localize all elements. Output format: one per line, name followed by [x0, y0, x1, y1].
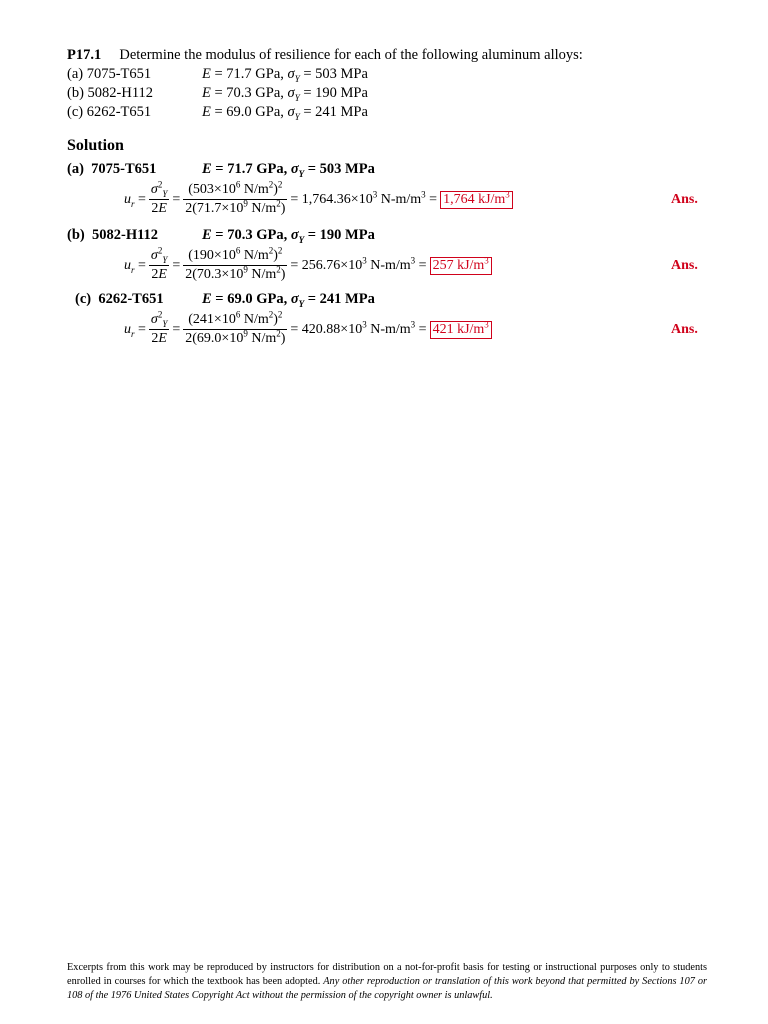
- case-name: 5082-H112: [91, 227, 159, 243]
- alloy-tag: (a): [67, 66, 84, 82]
- footer-plain-text: Excerpts from this work may be reproduced by instructors for distribution on a not-for-profit basis for testing or instructional purposes only to students enrolled in courses for which the textbook has been adopted.: [67, 962, 707, 987]
- result-value: 420.88: [301, 321, 341, 337]
- ans-label-b: Ans.: [671, 258, 698, 273]
- problem-statement-line: [67, 46, 583, 64]
- fraction-numeric: $\frac{(503\times 10^6 N/m^2)^2}{2(71.7\times 10^9 N/m^2)}$: [185, 179, 286, 216]
- case-name: 6262-T651: [98, 291, 164, 307]
- case-heading-c: [75, 291, 164, 308]
- alloy-modulus: 71.7 GPa: [226, 66, 281, 82]
- solution-heading: Solution: [67, 137, 124, 154]
- result-value: 256.76: [301, 257, 341, 273]
- case-heading-a: [67, 161, 156, 178]
- numerator-exponent: 6: [235, 245, 241, 256]
- case-yield: 190 MPa: [319, 227, 375, 243]
- alloy-line-b: [67, 84, 153, 102]
- equation-a: $u_r$ = $\frac{\sigma^2_Y}{2E}$ = $\frac{(503\times 10^6 N/m^2)^2}{2(71.7\times 10^9 N/m^2)}$ = $1,764.36\times 10^3$ $N-m/m^3$ = 1,764 $kJ/m^3$: [124, 182, 516, 217]
- alloy-name: 5082-H112: [87, 85, 154, 101]
- equation-b: $u_r$ = $\frac{\sigma^2_Y}{2E}$ = $\frac{(190\times 10^6 N/m^2)^2}{2(70.3\times 10^9 N/m^2)}$ = $256.76\times 10^3$ $N-m/m^3$ = 257 $kJ/m^3$: [124, 248, 495, 283]
- alloy-name: 7075-T651: [86, 66, 152, 82]
- denominator-value: 2(70.3: [185, 267, 222, 282]
- result-exponent: 3: [362, 254, 367, 265]
- case-modulus: 69.0 GPa: [227, 291, 284, 307]
- result-value: 1,764.36: [301, 191, 351, 207]
- alloy-props-c: E = 69.0 GPa, $\sigma_Y = 241$ MPa: [202, 104, 368, 122]
- case-yield: 241 MPa: [319, 291, 375, 307]
- alloy-props-b: E = 70.3 GPa, $\sigma_Y = 190$ MPa: [202, 85, 368, 103]
- fraction-sigma-over-2e: $\frac{\sigma^2_Y}{2E}$: [150, 245, 168, 282]
- alloy-line-a: [67, 65, 151, 83]
- denominator-exponent: 9: [243, 328, 248, 339]
- case-modulus: 70.3 GPa: [227, 227, 284, 243]
- answer-value: 421 kJ/m: [432, 321, 485, 337]
- case-props-b: E = 70.3 GPa, $\sigma_Y = 190$ MPa: [202, 227, 375, 245]
- fraction-numeric: $\frac{(241\times 10^6 N/m^2)^2}{2(69.0\times 10^9 N/m^2)}$: [185, 309, 286, 346]
- case-modulus: 71.7 GPa: [227, 161, 284, 177]
- alloy-props-a: E = 71.7 GPa, $\sigma_Y = 503$ MPa: [202, 66, 368, 84]
- case-name: 7075-T651: [91, 161, 157, 177]
- numerator-value: (241: [188, 312, 214, 327]
- ans-label-a: Ans.: [671, 192, 698, 207]
- case-yield: 503 MPa: [319, 161, 375, 177]
- case-props-c: E = 69.0 GPa, $\sigma_Y = 241$ MPa: [202, 291, 375, 309]
- fraction-numeric: $\frac{(190\times 10^6 N/m^2)^2}{2(70.3\times 10^9 N/m^2)}$: [185, 245, 286, 282]
- alloy-tag: (b): [67, 85, 84, 101]
- denominator-exponent: 9: [243, 198, 248, 209]
- problem-number: P17.1: [67, 47, 102, 63]
- ans-label-c: Ans.: [671, 322, 698, 337]
- denominator-value: 2(69.0: [185, 331, 222, 346]
- fraction-sigma-over-2e: $\frac{\sigma^2_Y}{2E}$: [150, 309, 168, 346]
- answer-box: 257 $kJ/m^3$: [430, 257, 492, 275]
- alloy-line-c: [67, 103, 151, 121]
- alloy-yield: 190 MPa: [315, 85, 368, 101]
- case-props-a: E = 71.7 GPa, $\sigma_Y = 503$ MPa: [202, 161, 375, 179]
- problem-statement: Determine the modulus of resilience for each of the following aluminum alloys:: [119, 47, 583, 63]
- numerator-value: (190: [188, 248, 214, 263]
- numerator-value: (503: [188, 182, 214, 197]
- equation-c: $u_r$ = $\frac{\sigma^2_Y}{2E}$ = $\frac{(241\times 10^6 N/m^2)^2}{2(69.0\times 10^9 N/m^2)}$ = $420.88\times 10^3$ $N-m/m^3$ = 421 $kJ/m^3$: [124, 312, 495, 347]
- alloy-yield: 503 MPa: [315, 66, 368, 82]
- answer-value: 1,764 kJ/m: [443, 191, 506, 207]
- alloy-modulus: 70.3 GPa: [226, 85, 281, 101]
- fraction-sigma-over-2e: $\frac{\sigma^2_Y}{2E}$: [150, 179, 168, 216]
- alloy-name: 6262-T651: [86, 104, 152, 120]
- answer-value: 257 kJ/m: [432, 257, 485, 273]
- denominator-exponent: 9: [243, 264, 248, 275]
- result-exponent: 3: [362, 318, 367, 329]
- denominator-value: 2(71.7: [185, 201, 222, 216]
- alloy-yield: 241 MPa: [315, 104, 368, 120]
- case-heading-b: [67, 227, 158, 244]
- case-tag: (c): [75, 291, 92, 307]
- copyright-footer: [67, 961, 707, 1003]
- case-tag: (a): [67, 161, 84, 177]
- alloy-tag: (c): [67, 104, 84, 120]
- footer-italic-text: Any other reproduction or translation of this work beyond that permitted by Sections 107 or 108 of the 1976 United States Copyright Act without the permission of the copyright owner is unlawful.: [67, 976, 707, 1001]
- alloy-modulus: 69.0 GPa: [226, 104, 281, 120]
- case-tag: (b): [67, 227, 85, 243]
- numerator-exponent: 6: [235, 179, 241, 190]
- result-exponent: 3: [372, 188, 378, 199]
- numerator-exponent: 6: [235, 309, 241, 320]
- answer-box: 421 $kJ/m^3$: [430, 321, 492, 339]
- answer-box: 1,764 $kJ/m^3$: [440, 191, 513, 209]
